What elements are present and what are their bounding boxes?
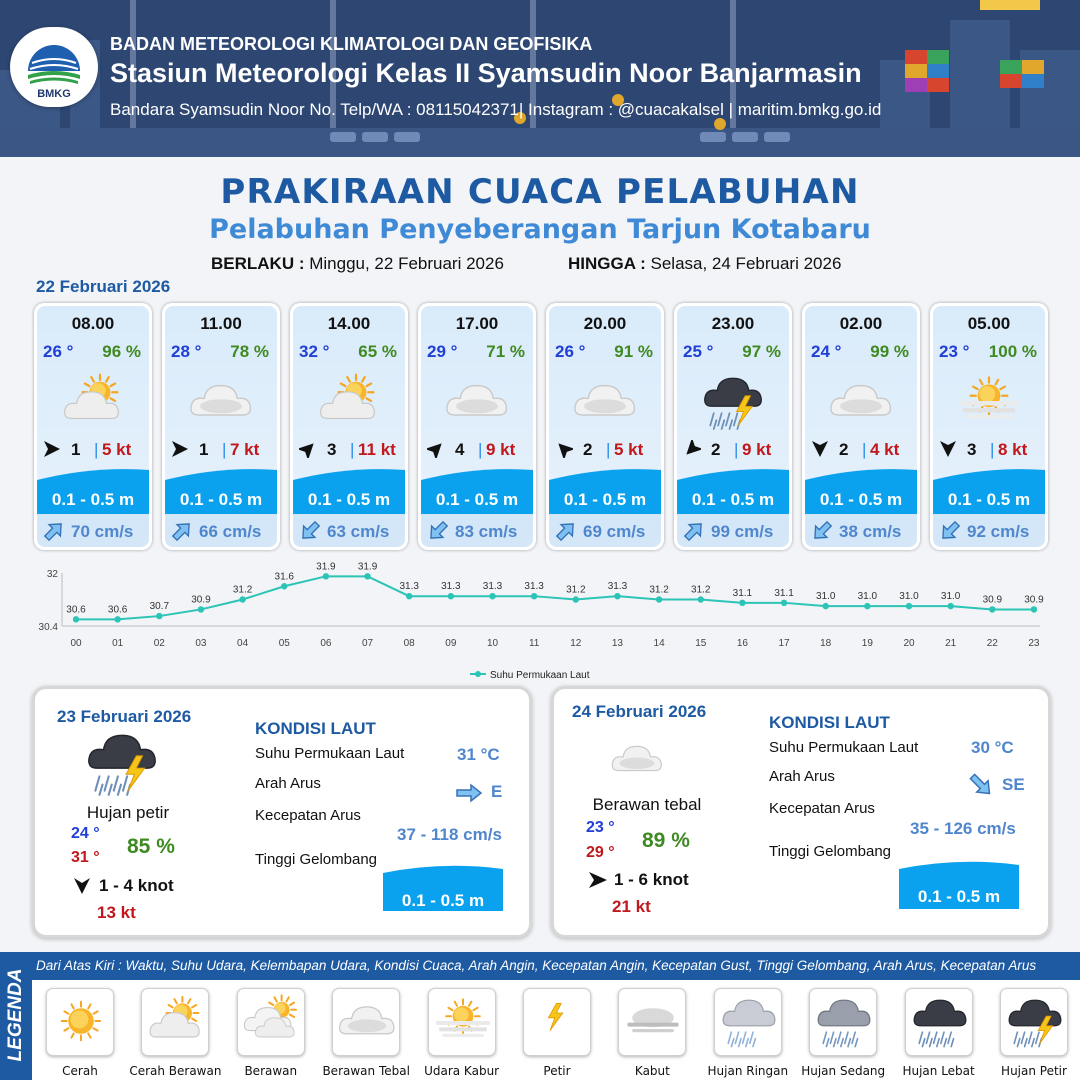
station-contact: Bandara Syamsudin Noor No. Telp/WA : 08115042371| Instagram : @cuacakalsel | maritim.bmkg.go.id [110, 100, 882, 119]
forecast-gust: 4 kt [870, 440, 900, 459]
forecast-humidity: 99 % [870, 342, 909, 361]
wind-direction-icon [811, 440, 829, 458]
chart-data-label: 30.6 [66, 604, 86, 616]
bmkg-logo [10, 27, 98, 107]
chart-point [73, 616, 79, 622]
day2-humidity: 85 % [127, 835, 175, 858]
forecast-current-speed: 70 cm/s [71, 522, 134, 541]
forecast-wind-speed: 2 [711, 440, 721, 459]
chart-data-label: 30.7 [149, 601, 170, 613]
forecast-temperature: 26 ° [555, 342, 586, 361]
separator: | [94, 440, 99, 459]
forecast-humidity: 78 % [230, 342, 269, 361]
chart-data-label: 31.0 [815, 591, 836, 603]
current-row [933, 514, 1045, 547]
separator: | [734, 440, 739, 459]
day2-gust: 13 kt [97, 903, 136, 922]
chart-legend-label: Suhu Permukaan Laut [490, 670, 590, 681]
current-row [549, 514, 661, 547]
wind-direction-icon [683, 440, 701, 458]
day3-wind-direction-icon [588, 871, 608, 889]
chart-point [656, 596, 662, 602]
forecast-gust: 5 kt [614, 440, 644, 459]
chart-point [739, 600, 745, 606]
chart-x-tick: 15 [695, 638, 707, 649]
day2-wave: 0.1 - 0.5 m [401, 891, 485, 910]
day3-wave: 0.1 - 0.5 m [917, 887, 1001, 906]
day3-current-dir-label: Arah Arus [769, 768, 835, 785]
current-direction-icon [939, 520, 961, 542]
day3-current-speed-label: Kecepatan Arus [769, 800, 875, 817]
chart-x-tick: 04 [237, 638, 249, 649]
wind-direction-icon [171, 440, 189, 458]
forecast-wind-speed: 2 [583, 440, 593, 459]
cerah-berawan-icon [141, 988, 209, 1056]
chart-x-tick: 16 [736, 638, 748, 649]
forecast-current-speed: 38 cm/s [839, 522, 902, 541]
legend-tag [0, 952, 32, 1080]
current-row [37, 514, 149, 547]
chart-point [906, 603, 912, 609]
forecast-wave-height: 0.1 - 0.5 m [51, 490, 135, 509]
chart-legend-marker [475, 671, 481, 677]
forecast-wave-height: 0.1 - 0.5 m [563, 490, 647, 509]
forecast-humidity: 96 % [102, 342, 141, 361]
forecast-card [418, 303, 536, 550]
chart-data-label: 31.3 [441, 581, 461, 593]
chart-series-line [76, 576, 1034, 619]
forecast-current-speed: 92 cm/s [967, 522, 1030, 541]
current-direction-icon [555, 520, 577, 542]
chart-point [489, 593, 495, 599]
forecast-time: 11.00 [200, 314, 242, 333]
chart-point [989, 606, 995, 612]
forecast-temperature: 25 ° [683, 342, 714, 361]
chart-data-label: 31.2 [691, 584, 711, 596]
day2-sst-label: Suhu Permukaan Laut [255, 745, 405, 762]
current-row [677, 514, 789, 547]
forecast-card [290, 303, 408, 550]
legend-item-label: Cerah [62, 1064, 98, 1078]
page-title: PRAKIRAAN CUACA PELABUHAN [220, 172, 860, 212]
chart-x-tick: 03 [195, 638, 207, 649]
chart-data-label: 31.2 [232, 584, 253, 596]
wind-direction-icon [555, 440, 573, 458]
forecast-wave-height: 0.1 - 0.5 m [947, 490, 1031, 509]
berawan-tebal-icon [570, 368, 640, 434]
forecast-card-body [677, 306, 789, 547]
chart-point [114, 616, 120, 622]
forecast-card [162, 303, 280, 550]
forecast-time: 17.00 [455, 314, 499, 333]
forecast-card [930, 303, 1048, 550]
wind-direction-icon [43, 440, 61, 458]
berawan-tebal-icon [442, 368, 512, 434]
forecast-time: 23.00 [711, 314, 755, 333]
current-row [165, 514, 277, 547]
berawan-tebal-icon [332, 988, 400, 1056]
legend-item-label: Udara Kabur [424, 1064, 500, 1078]
forecast-wind-speed: 2 [839, 440, 849, 459]
hujan-petir-icon [698, 368, 768, 434]
header-banner [0, 0, 1080, 157]
hujan-sedang-icon [809, 988, 877, 1056]
day2-current-dir-label: Arah Arus [255, 775, 321, 792]
forecast-gust: 5 kt [102, 440, 132, 459]
valid-from-label: BERLAKU : [211, 254, 305, 273]
day3-wind-speed: 1 - 6 knot [614, 870, 689, 889]
chart-x-tick: 06 [320, 638, 332, 649]
forecast-card-body [421, 306, 533, 547]
chart-data-label: 31.2 [566, 584, 586, 596]
forecast-humidity: 65 % [358, 342, 397, 361]
forecast-gust: 9 kt [742, 440, 772, 459]
day3-condition: Berawan tebal [592, 795, 702, 814]
chart-data-label: 31.2 [649, 584, 669, 596]
forecast-card [546, 303, 664, 550]
chart-x-tick: 01 [112, 638, 124, 649]
day2-temp-min: 24 ° [71, 825, 100, 842]
chart-data-label: 31.0 [940, 591, 961, 603]
chart-data-label: 31.3 [524, 581, 544, 593]
separator: | [350, 440, 355, 459]
forecast-card-body [37, 306, 149, 547]
day2-current-speed: 37 - 118 cm/s [397, 825, 502, 844]
chart-x-tick: 10 [486, 638, 499, 649]
forecast-card [674, 303, 792, 550]
chart-point [864, 603, 870, 609]
udara-kabur-icon [954, 368, 1024, 434]
forecast-temperature: 23 ° [939, 342, 970, 361]
chart-x-tick: 09 [445, 638, 457, 649]
valid-from [211, 254, 504, 274]
chart-point [281, 583, 287, 589]
day2-wind-direction-icon [73, 877, 91, 895]
chart-data-label: 30.9 [1024, 594, 1044, 606]
legend-item-label: Cerah Berawan [129, 1064, 222, 1078]
legend-item-label: Hujan Sedang [801, 1064, 886, 1078]
day3-gust: 21 kt [612, 897, 651, 916]
separator: | [990, 440, 995, 459]
forecast-card [802, 303, 920, 550]
chart-data-label: 31.9 [316, 562, 336, 573]
forecast-wind-speed: 4 [455, 440, 465, 459]
day2-current-speed-label: Kecepatan Arus [255, 807, 361, 824]
legend-item-label: Kabut [634, 1064, 670, 1078]
chart-point [947, 603, 953, 609]
forecast-wave-height: 0.1 - 0.5 m [691, 490, 775, 509]
chart-data-label: 31.1 [774, 587, 794, 599]
current-direction-icon [43, 520, 65, 542]
forecast-card-body [805, 306, 917, 547]
day3-sea-heading: KONDISI LAUT [769, 713, 890, 732]
forecast-temperature: 24 ° [811, 342, 842, 361]
day3-sst: 30 °C [971, 738, 1014, 757]
separator: | [606, 440, 611, 459]
legend-item-label: Berawan [244, 1064, 298, 1078]
day2-wave-label: Tinggi Gelombang [255, 851, 378, 868]
forecast-gust: 11 kt [358, 440, 396, 459]
day3-sst-label: Suhu Permukaan Laut [769, 739, 919, 756]
day3-current-arrow-icon [967, 771, 995, 799]
forecast-card [34, 303, 152, 550]
day2-sea-heading: KONDISI LAUT [255, 719, 376, 738]
forecast-wind-speed: 1 [71, 440, 81, 459]
legend-description: Dari Atas Kiri : Waktu, Suhu Udara, Kelembapan Udara, Kondisi Cuaca, Arah Angin, Kecepatan Angin, Kecepatan Gust, Tinggi Gelombang, Arah Arus, Kecepatan Arus [36, 958, 1037, 973]
chart-data-label: 31.3 [607, 581, 628, 593]
forecast-gust: 7 kt [230, 440, 260, 459]
forecast-humidity: 97 % [742, 342, 781, 361]
forecast-current-speed: 69 cm/s [583, 522, 646, 541]
chart-point [531, 593, 537, 599]
current-direction-icon [811, 520, 833, 542]
chart-point [406, 593, 412, 599]
chart-x-tick: 21 [945, 638, 957, 649]
separator: | [222, 440, 227, 459]
current-direction-icon [427, 520, 449, 542]
wind-direction-icon [939, 440, 957, 458]
forecast-current-speed: 99 cm/s [711, 522, 774, 541]
chart-point [823, 603, 829, 609]
chart-data-label: 30.9 [191, 594, 211, 606]
forecast-time: 08.00 [71, 314, 115, 333]
forecast-time: 05.00 [967, 314, 1011, 333]
forecast-humidity: 100 % [988, 342, 1037, 361]
chart-x-tick: 00 [70, 638, 82, 649]
forecast-time: 14.00 [327, 314, 371, 333]
logo-text: BMKG [37, 88, 71, 100]
chart-data-label: 31.9 [357, 562, 378, 573]
forecast-temperature: 28 ° [171, 342, 202, 361]
berawan-tebal-icon [826, 368, 896, 434]
chart-data-label: 31.6 [274, 571, 294, 583]
day2-current-dir: E [491, 782, 503, 801]
berawan-tebal-icon [186, 368, 256, 434]
day3-wave-label: Tinggi Gelombang [769, 843, 892, 860]
valid-from-date: Minggu, 22 Februari 2026 [309, 254, 504, 273]
chart-point [614, 593, 620, 599]
chart-x-tick: 17 [778, 638, 790, 649]
chart-x-tick: 02 [153, 638, 165, 649]
forecast-card-body [165, 306, 277, 547]
day3-current-dir: SE [1002, 775, 1025, 794]
current-direction-icon [171, 520, 193, 542]
forecast-wind-speed: 1 [199, 440, 209, 459]
cerah-berawan-icon [314, 368, 384, 434]
forecast-temperature: 26 ° [43, 342, 74, 361]
forecast-wind-speed: 3 [967, 440, 977, 459]
chart-data-label: 30.9 [982, 594, 1003, 606]
forecast-card-body [293, 306, 405, 547]
chart-x-tick: 22 [986, 638, 998, 649]
chart-x-tick: 18 [820, 638, 832, 649]
current-direction-icon [299, 520, 321, 542]
day3-temp-max: 29 ° [586, 844, 615, 861]
day3-panel [551, 686, 1051, 938]
chart-point [198, 606, 204, 612]
wind-direction-icon [427, 440, 445, 458]
hujan-petir-icon [81, 725, 163, 799]
forecast-temperature: 29 ° [427, 342, 458, 361]
berawan-tebal-icon [608, 733, 666, 785]
current-row [805, 514, 917, 547]
forecast-card-body [549, 306, 661, 547]
berawan-icon [237, 988, 305, 1056]
forecast-current-speed: 66 cm/s [199, 522, 262, 541]
valid-to-label: HINGGA : [568, 254, 646, 273]
chart-data-label: 31.0 [857, 591, 878, 603]
cerah-berawan-icon [58, 368, 128, 434]
sea-temperature-chart [0, 562, 1080, 682]
chart-x-tick: 12 [570, 638, 582, 649]
forecast-gust: 9 kt [486, 440, 516, 459]
day3-temp-min: 23 ° [586, 819, 615, 836]
day2-wind-speed: 1 - 4 knot [99, 876, 174, 895]
chart-data-label: 31.0 [899, 591, 919, 603]
forecast-wave-height: 0.1 - 0.5 m [819, 490, 903, 509]
day3-humidity: 89 % [642, 829, 690, 852]
hujan-lebat-icon [905, 988, 973, 1056]
forecast-wave-height: 0.1 - 0.5 m [307, 490, 391, 509]
chart-point [781, 600, 787, 606]
separator: | [862, 440, 867, 459]
day3-date: 24 Februari 2026 [572, 702, 707, 721]
valid-to [568, 254, 841, 274]
day2-condition: Hujan petir [86, 803, 170, 822]
forecast-current-speed: 83 cm/s [455, 522, 518, 541]
chart-data-label: 30.6 [107, 604, 128, 616]
chart-x-tick: 23 [1028, 638, 1040, 649]
kabut-icon [618, 988, 686, 1056]
hujan-petir-icon [1000, 988, 1068, 1056]
day2-current-arrow-icon [455, 783, 483, 803]
forecast-humidity: 91 % [614, 342, 653, 361]
legend-item-label: Petir [543, 1064, 571, 1078]
cerah-icon [46, 988, 114, 1056]
chart-x-tick: 05 [278, 638, 290, 649]
chart-x-tick: 13 [611, 638, 624, 649]
chart-data-label: 31.3 [482, 581, 503, 593]
forecast-wave-height: 0.1 - 0.5 m [179, 490, 263, 509]
hujan-ringan-icon [714, 988, 782, 1056]
legend-item-label: Hujan Ringan [707, 1064, 789, 1078]
valid-to-date: Selasa, 24 Februari 2026 [650, 254, 842, 273]
udara-kabur-icon [428, 988, 496, 1056]
forecast-gust: 8 kt [998, 440, 1028, 459]
day2-panel [32, 686, 532, 938]
chart-point [239, 596, 245, 602]
legend-title: LEGENDA [5, 968, 26, 1062]
legend-item-label: Berawan Tebal [322, 1064, 410, 1078]
chart-x-tick: 08 [403, 638, 415, 649]
chart-x-tick: 11 [528, 638, 540, 649]
chart-y-tick: 30.4 [38, 622, 58, 633]
forecast-card-body [933, 306, 1045, 547]
chart-x-tick: 19 [861, 638, 873, 649]
separator: | [478, 440, 483, 459]
chart-data-label: 31.1 [732, 587, 753, 599]
chart-x-tick: 20 [903, 638, 915, 649]
chart-x-tick: 07 [361, 638, 374, 649]
current-row [293, 514, 405, 547]
agency-name: BADAN METEOROLOGI KLIMATOLOGI DAN GEOFISIKA [110, 34, 593, 54]
chart-point [448, 593, 454, 599]
chart-point [1031, 606, 1037, 612]
chart-point [573, 596, 579, 602]
forecast-current-speed: 63 cm/s [327, 522, 390, 541]
legend-item-label: Hujan Lebat [902, 1064, 975, 1078]
page-subtitle: Pelabuhan Penyeberangan Tarjun Kotabaru [209, 214, 871, 245]
forecast-humidity: 71 % [486, 342, 525, 361]
forecast-wind-speed: 3 [327, 440, 337, 459]
forecast-time: 20.00 [583, 314, 627, 333]
day2-date: 23 Februari 2026 [57, 707, 192, 726]
chart-point [323, 573, 329, 579]
legend-item-label: Hujan Petir [1001, 1064, 1067, 1078]
forecast-time: 02.00 [839, 314, 883, 333]
current-row [421, 514, 533, 547]
chart-point [156, 613, 162, 619]
chart-point [698, 596, 704, 602]
petir-icon [523, 988, 591, 1056]
chart-point [364, 573, 370, 579]
chart-x-tick: 14 [653, 638, 665, 649]
forecast-temperature: 32 ° [299, 342, 330, 361]
day1-date: 22 Februari 2026 [36, 277, 171, 296]
day2-sst: 31 °C [457, 745, 500, 764]
chart-data-label: 31.3 [399, 581, 419, 593]
wind-direction-icon [299, 440, 317, 458]
current-direction-icon [683, 520, 705, 542]
day3-current-speed: 35 - 126 cm/s [910, 819, 1016, 838]
day2-temp-max: 31 ° [71, 849, 100, 866]
chart-y-tick: 32 [46, 569, 58, 580]
forecast-wave-height: 0.1 - 0.5 m [435, 490, 519, 509]
legend-description-bar [32, 952, 1080, 980]
station-name: Stasiun Meteorologi Kelas II Syamsudin Noor Banjarmasin [110, 58, 862, 88]
